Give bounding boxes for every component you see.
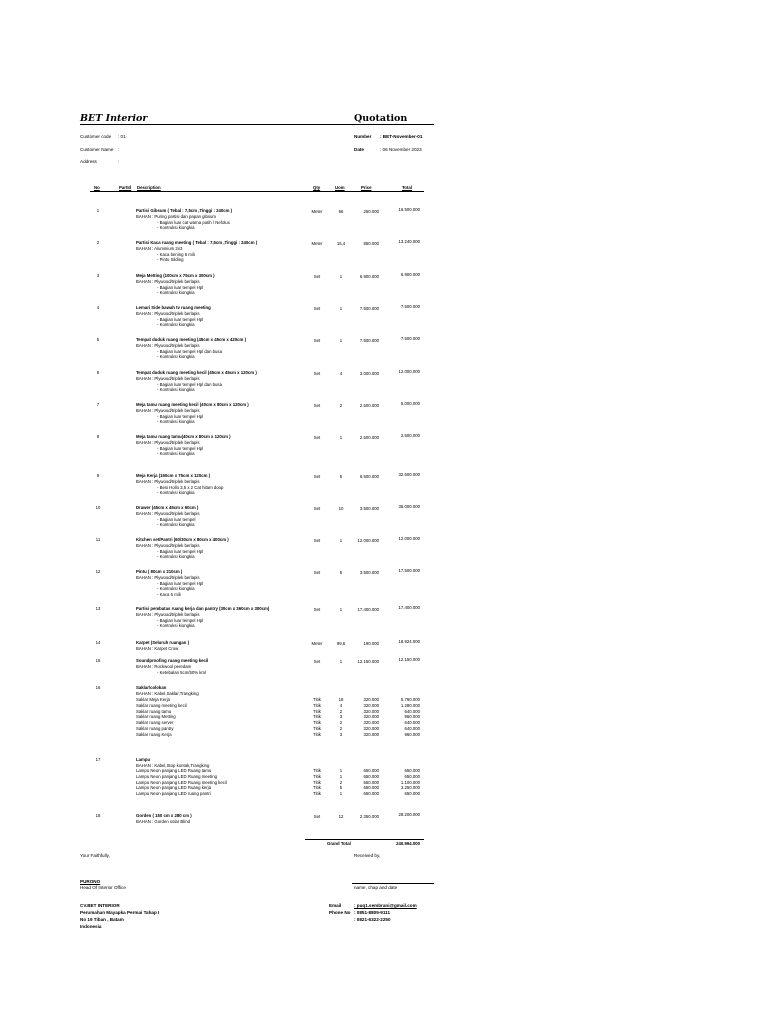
row-unit: Set <box>313 570 321 575</box>
item-detail-line: BAHAN : Plywood/triplek berlapis <box>136 542 200 548</box>
sub-row-name: Lampu Neon panjang LED Ruang meeting <box>136 773 217 779</box>
header-divider <box>80 124 434 125</box>
sub-row-name: Saklar ruang pantry <box>136 726 174 731</box>
row-price: 3.500.000 <box>359 570 379 575</box>
row-total: 13.240.000 <box>398 239 420 244</box>
row-price: 250.000 <box>363 209 379 214</box>
row-unit: Set <box>313 403 321 408</box>
grand-total-value: 240.994.000 <box>396 841 420 846</box>
row-description <box>136 402 311 425</box>
row-total: 12.000.000 <box>398 536 420 541</box>
row-total: 16.500.000 <box>398 207 420 212</box>
row-number: 9 <box>96 473 100 478</box>
item-detail-line: BAHAN : Kabel,Saklar,Trangking <box>136 690 199 696</box>
sub-row-total: 1.280.000 <box>400 702 420 708</box>
item-detail-line: BAHAN : Gorden solar Blind <box>136 818 190 824</box>
row-description <box>136 569 311 598</box>
footer-email-value[interactable]: : puq1.sembrani@gmail.com <box>354 903 417 908</box>
row-description <box>136 685 311 697</box>
footer-phone-label: Phone No <box>329 910 351 915</box>
sub-row-total: 640.000 <box>404 708 420 714</box>
item-detail-line: - Pintu Sliding <box>157 257 184 263</box>
item-detail-line: - Bagian luar tempel Hpl <box>157 580 204 586</box>
row-total: 7.500.000 <box>400 304 420 309</box>
sub-row-name: Lampu Neon panjang LED ruang pantri <box>136 791 211 797</box>
document-title: Quotation <box>354 113 408 124</box>
customer-name-value: : <box>118 147 120 152</box>
sub-row-unit: Titik <box>313 714 321 720</box>
item-title: Gorden ( 150 cm x 280 cm ) <box>136 813 192 818</box>
row-qty: 1 <box>339 435 343 440</box>
item-detail-line: - Kontruksi kiongkia <box>157 387 195 393</box>
col-header-partid: PartId <box>119 185 132 190</box>
row-description <box>136 240 311 263</box>
row-description <box>136 813 311 825</box>
row-number: 10 <box>95 505 101 510</box>
sub-row-qty: 18 <box>338 697 344 702</box>
row-number: 14 <box>95 640 101 645</box>
sub-row-total: 650.000 <box>404 768 420 773</box>
row-unit: Set <box>313 659 321 664</box>
row-description <box>136 273 311 296</box>
item-detail-line: BAHAN : Puring partisi dan papan gibsum <box>136 213 217 219</box>
item-detail-line: - Kontruksi kiongkia <box>157 586 195 592</box>
item-detail-line: - Ketebalan 5cm/50% kml <box>157 669 206 675</box>
signature-left-label: Your Faithfully, <box>80 853 110 858</box>
item-detail-line: BAHAN : Plywood/triplek berlapis <box>136 310 200 316</box>
item-title: Meja Kerja (150cm x 75cm x 120cm ) <box>136 473 211 478</box>
row-price: 190.000 <box>363 641 379 646</box>
row-price: 12.150.000 <box>357 659 379 664</box>
customer-code-label: Customer code <box>80 134 112 139</box>
row-description <box>136 305 311 328</box>
sub-row-name: Saklar ruang Kerja <box>136 731 172 737</box>
row-qty: 1 <box>339 659 343 664</box>
row-price: 17.400.000 <box>357 607 379 612</box>
sub-row-price: 320.000 <box>363 726 379 731</box>
item-detail-line: BAHAN : Plywood/triplek berlapis <box>136 342 200 348</box>
item-detail-line: - Kontruksi kiongkia <box>157 419 195 425</box>
row-description <box>136 370 311 393</box>
footer-phone-2: : 0821-6322-2250 <box>354 917 391 922</box>
sub-row-qty: 3 <box>339 731 343 737</box>
row-unit: Set <box>313 538 321 543</box>
footer-address-line-1: Perumahan Mayapka Permai Tahap I <box>80 910 160 915</box>
row-description <box>136 757 311 769</box>
item-detail-line: - Bagian luar tempel Hpl dan busa <box>157 348 222 354</box>
sub-row-qty: 1 <box>339 773 343 779</box>
item-detail-line: - Bagian luar tempel Hpl <box>157 445 204 451</box>
item-detail-line: - Besi Hollo 3,5 x 2 Cat hitam doop <box>157 484 224 490</box>
item-detail-line: BAHAN : Plywood/triplek berlapis <box>136 407 200 413</box>
sub-row-qty: 1 <box>339 768 343 773</box>
row-qty: 10 <box>338 506 344 511</box>
sub-row-total: 960.000 <box>404 714 420 720</box>
item-detail-line: - Bagian luar tempel <box>157 516 196 522</box>
row-price: 6.500.000 <box>359 474 379 479</box>
sub-row-total: 640.000 <box>404 726 420 731</box>
sub-row-unit: Titik <box>313 702 321 708</box>
item-title: Meja tamu ruang tamu(40cm x 80cm x 120cm ) <box>136 434 231 439</box>
row-number: 1 <box>96 208 100 213</box>
item-detail-line: - Kaca bening 6 mili <box>157 251 195 257</box>
signer-name: PURONO <box>80 879 101 884</box>
row-price: 12.000.000 <box>357 538 379 543</box>
item-detail-line: - Kontruksi kiongkia <box>157 354 195 360</box>
item-detail-line: BAHAN : Plywood/triplek berlapis <box>136 278 200 284</box>
row-description <box>136 473 311 496</box>
sub-row-price: 650.000 <box>363 773 379 779</box>
sub-row-name: Lampu Neon panjang LED Ruang meeting kecil <box>136 779 227 785</box>
sub-row-total: 5.760.000 <box>400 697 420 702</box>
item-detail-line: - Bagian luar tempel Hpl <box>157 548 204 554</box>
grand-total-label: Grand Total <box>327 841 351 846</box>
item-title: Partisi Kaca ruang meeting ( Tebal : 7,5cm ,Tinggi : 240cm ) <box>136 240 258 245</box>
row-number: 3 <box>96 273 100 278</box>
row-total: 7.500.000 <box>400 336 420 341</box>
sub-row-qty: 2 <box>339 708 343 714</box>
sub-row-unit: Titik <box>313 720 321 726</box>
row-number: 2 <box>96 240 100 245</box>
sub-row-total: 1.100.000 <box>400 779 420 785</box>
row-unit: Set <box>313 371 321 376</box>
sub-row-price: 320.000 <box>363 714 379 720</box>
item-detail-line: - Bagian luar tempel Hpl <box>157 316 204 322</box>
item-detail-line: BAHAN : Plywood/triplek berlapis <box>136 375 200 381</box>
item-title: Partisi Gibsum ( Tebal : 7,5cm ,Tinggi : 240cm ) <box>136 208 233 213</box>
row-total: 28.200.000 <box>398 812 420 817</box>
row-unit: Set <box>313 435 321 440</box>
date-value: : 06 November 2023 <box>380 147 422 152</box>
row-total: 5.000.000 <box>400 401 420 406</box>
signer-title: Head Of Interior Office <box>80 885 126 890</box>
row-qty: 5 <box>339 570 343 575</box>
row-price: 850.000 <box>363 241 379 246</box>
row-number: 4 <box>96 305 100 310</box>
row-qty: 66 <box>338 209 344 214</box>
row-number: 17 <box>95 757 101 762</box>
item-title: Kitchen set/Pantri (60/30cm x 80cm x 400cm ) <box>136 537 229 542</box>
row-number: 8 <box>96 434 100 439</box>
sub-row <box>0 791 768 797</box>
sub-row-price: 650.000 <box>363 791 379 797</box>
sub-row-qty: 4 <box>339 702 343 708</box>
sub-row-qty: 5 <box>339 785 343 791</box>
sub-row-qty: 3 <box>339 714 343 720</box>
item-title: Lemari Side bawah tv ruang meeting <box>136 305 211 310</box>
item-detail-line: BAHAN : Plywood/triplek berlapis <box>136 574 200 580</box>
row-qty: 1 <box>339 607 343 612</box>
row-number: 15 <box>95 658 101 663</box>
item-detail-line: BAHAN : Plywood/triplek berlapis <box>136 510 200 516</box>
row-description <box>136 640 311 652</box>
table-header-divider <box>90 191 424 192</box>
item-detail-line: - Kaca 6 mili <box>157 592 181 598</box>
row-total: 12.000.000 <box>398 369 420 374</box>
row-qty: 99,6 <box>336 641 346 646</box>
sub-row-total: 640.000 <box>404 720 420 726</box>
row-unit: Set <box>313 306 321 311</box>
item-detail-line: BAHAN : Plywood/triplek berlapis <box>136 478 200 484</box>
col-header-no: No <box>94 185 100 190</box>
row-number: 16 <box>95 685 101 690</box>
row-qty: 1 <box>339 538 343 543</box>
row-price: 7.500.000 <box>359 338 379 343</box>
col-header-qty: Qty <box>313 185 321 190</box>
item-detail-line: - Kontruksi kiongkia <box>157 522 195 528</box>
sub-row-name: Saklar Meja Kerja <box>136 697 170 702</box>
row-unit: Set <box>313 474 321 479</box>
col-header-uom: Uom <box>335 185 345 190</box>
row-unit: Set <box>313 814 321 819</box>
sub-row-price: 320.000 <box>363 731 379 737</box>
row-total: 18.924.000 <box>398 639 420 644</box>
row-unit: Meter <box>311 241 323 246</box>
row-total: 32.500.000 <box>398 472 420 477</box>
sub-row-unit: Titik <box>313 768 321 773</box>
item-detail-line: BAHAN : Plywood/triplek berlapis <box>136 611 200 617</box>
customer-code-value: : 01 <box>118 134 126 139</box>
item-title: Tempat duduk ruang meeting (45cm x 45cm x 420cm ) <box>136 337 247 342</box>
row-price: 7.500.000 <box>359 306 379 311</box>
row-unit: Set <box>313 338 321 343</box>
item-title: Karpet (Seluruh ruangan ) <box>136 640 189 645</box>
row-number: 12 <box>95 569 101 574</box>
sub-row-unit: Titik <box>313 726 321 731</box>
item-title: Drawer (45cm x 45cm x 60cm ) <box>136 505 199 510</box>
row-price: 2.500.000 <box>359 403 379 408</box>
row-qty: 4 <box>339 371 343 376</box>
col-header-total: Total <box>402 185 412 190</box>
sub-row-price: 650.000 <box>363 785 379 791</box>
item-detail-line: - Bagian luar tempel Hpl <box>157 284 204 290</box>
sub-row-total: 960.000 <box>404 731 420 737</box>
row-qty: 1 <box>339 274 343 279</box>
row-price: 2.500.000 <box>359 435 379 440</box>
row-unit: Set <box>313 506 321 511</box>
item-title: Tempat duduk ruang meeting kecil (45cm x 45cm x 120cm ) <box>136 370 257 375</box>
row-description <box>136 337 311 360</box>
sub-row-qty: 2 <box>339 720 343 726</box>
sub-row-unit: Titik <box>313 779 321 785</box>
item-title: Lampu <box>136 757 151 762</box>
sub-row-qty: 2 <box>339 726 343 731</box>
row-number: 18 <box>95 813 101 818</box>
footer-address-line-3: Indonesia <box>80 924 102 929</box>
sub-row-name: Saklar ruang Metting <box>136 714 176 720</box>
grand-total-divider <box>305 839 424 840</box>
row-unit: Set <box>313 274 321 279</box>
row-unit: Set <box>313 607 321 612</box>
item-detail-line: - Kontruksi kiongkia <box>157 451 195 457</box>
item-title: Meja Metting (100cm x 75cm x 300cm ) <box>136 273 215 278</box>
row-price: 3.000.000 <box>359 371 379 376</box>
row-description <box>136 434 311 457</box>
sub-row-unit: Titik <box>313 791 321 797</box>
number-value: : BET-November-01 <box>380 134 423 139</box>
row-number: 5 <box>96 337 100 342</box>
item-title: Saklar/colokan <box>136 685 167 690</box>
sub-row-unit: Titik <box>313 773 321 779</box>
row-number: 13 <box>95 606 101 611</box>
row-description <box>136 505 311 528</box>
row-qty: 5 <box>339 474 343 479</box>
footer-address-line-2: No 19 Tiban , Batam <box>80 917 124 922</box>
row-description <box>136 606 311 629</box>
number-label: Number <box>354 134 372 139</box>
receiver-caption: name, chap and date <box>354 885 398 890</box>
customer-name-label: Customer Name <box>80 147 114 152</box>
sub-row <box>0 732 768 738</box>
row-qty: 12 <box>338 814 344 819</box>
item-detail-line: - Kontruksi kiongkia <box>157 490 195 496</box>
sub-row-price: 550.000 <box>363 779 379 785</box>
item-detail-line: - Kontruksi kiongkia <box>157 322 195 328</box>
item-detail-line: - Bagian luar tempel Hpl <box>157 413 204 419</box>
footer-email-label: Email <box>329 903 342 908</box>
row-description <box>136 537 311 560</box>
address-value: : <box>118 159 120 164</box>
sub-row-unit: Titik <box>313 731 321 737</box>
row-price: 3.500.000 <box>359 506 379 511</box>
row-price: 2.350.000 <box>359 814 379 819</box>
sub-row-unit: Titik <box>313 697 321 702</box>
footer-phone-1: : 0851-8809-9111 <box>354 910 391 915</box>
item-detail-line: - Kontruksi kiongkia <box>157 623 195 629</box>
sub-row-name: Lampu Neon panjang LED Ruang tamu <box>136 768 212 773</box>
row-qty: 1 <box>339 338 343 343</box>
sub-row-qty: 1 <box>339 791 343 797</box>
row-unit: Meter <box>311 209 323 214</box>
item-title: Partisi pembatas ruang kerja dan pantry (30cm x 360cm x 300cm) <box>136 606 270 611</box>
item-detail-line: - Kontruksi kiongkia <box>157 554 195 560</box>
sub-row-name: Saklar ruang server <box>136 720 174 726</box>
row-qty: 15,4 <box>336 241 346 246</box>
item-detail-line: BAHAN : Karpet Crow <box>136 645 179 651</box>
item-detail-line: - Bagian luar tempel Hpl <box>157 617 204 623</box>
row-description <box>136 208 311 231</box>
date-label: Date <box>354 147 364 152</box>
item-detail-line: - Bagian luar tempel Hpl dan busa <box>157 381 222 387</box>
row-total: 2.500.000 <box>400 433 420 438</box>
row-qty: 2 <box>339 403 343 408</box>
address-label: Address <box>80 159 97 164</box>
row-number: 6 <box>96 370 100 375</box>
row-qty: 1 <box>339 306 343 311</box>
sub-row-name: Saklar ruang tamu <box>136 708 172 714</box>
col-header-price: Price <box>361 185 372 190</box>
item-detail-line: BAHAN : Kabel,Stop kontak,Trangking <box>136 762 210 768</box>
row-total: 17.400.000 <box>398 605 420 610</box>
row-number: 11 <box>95 537 101 542</box>
sub-row-unit: Titik <box>313 785 321 791</box>
sub-row-price: 650.000 <box>363 768 379 773</box>
sub-row-price: 320.000 <box>363 697 379 702</box>
item-detail-line: BAHAN : Rockwool peredam <box>136 663 192 669</box>
item-detail-line: - Kontruksi kiongkia <box>157 290 195 296</box>
sub-row-unit: Titik <box>313 708 321 714</box>
row-total: 12.150.000 <box>398 657 420 662</box>
sub-row-total: 650.000 <box>404 773 420 779</box>
company-name: BET Interior <box>80 113 148 124</box>
footer-company: CV.BET INTERIOR <box>80 903 120 908</box>
row-total: 6.900.000 <box>400 272 420 277</box>
row-number: 7 <box>96 402 100 407</box>
sub-row-price: 320.000 <box>363 702 379 708</box>
row-price: 6.900.000 <box>359 274 379 279</box>
row-total: 17.500.000 <box>398 568 420 573</box>
sub-row-total: 650.000 <box>404 791 420 797</box>
sub-row-total: 3.250.000 <box>400 785 420 791</box>
row-total: 35.000.000 <box>398 504 420 509</box>
item-detail-line: BAHAN : Aluminium 2x3 <box>136 245 183 251</box>
item-title: Meja tamu ruang meeting kecil (40cm x 80cm x 120cm ) <box>136 402 249 407</box>
sub-row-qty: 2 <box>339 779 343 785</box>
signature-right-label: Received by, <box>354 853 381 858</box>
sub-row-price: 320.000 <box>363 708 379 714</box>
item-detail-line: - Kontruksi kiongkia <box>157 225 195 231</box>
sub-row-price: 320.000 <box>363 720 379 726</box>
receiver-signature-line <box>352 883 434 884</box>
row-description <box>136 658 311 675</box>
sub-row-name: Lampu Neon panjang LED Ruang kerja <box>136 785 212 791</box>
item-detail-line: - Bagian luar cat warna putih / Nefolux <box>157 219 230 225</box>
item-detail-line: BAHAN : Plywood/triplek berlapis <box>136 439 200 445</box>
item-title: Pintu ( 80cm x 210cm ) <box>136 569 183 574</box>
item-title: Soundproofing ruang meeting kecil <box>136 658 209 663</box>
sub-row-name: Saklar ruang meeting kecil <box>136 702 187 708</box>
row-unit: Meter <box>311 641 323 646</box>
col-header-description: Description <box>137 185 161 190</box>
